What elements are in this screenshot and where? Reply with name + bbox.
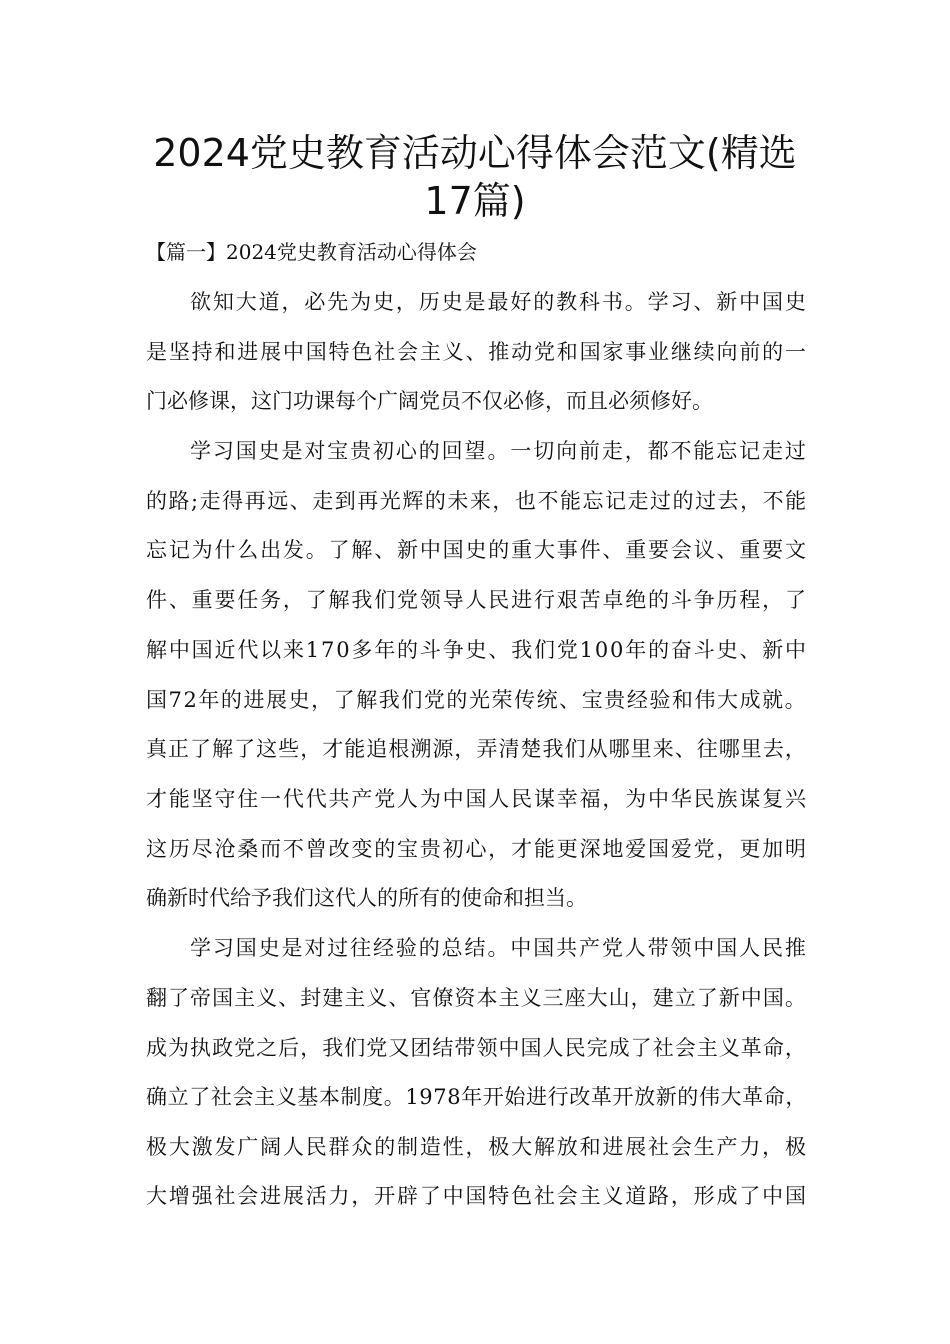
document-title-line-2: 17篇) [424,179,526,223]
paragraph-3-line-2: 翻了帝国主义、封建主义、官僚资本主义三座大山，建立了新中国。 [146,986,807,1010]
paragraph-3-line-3: 成为执政党之后，我们党又团结带领中国人民完成了社会主义革命， [146,1036,807,1060]
paragraph-2-line-5: 解中国近代以来170多年的斗争史、我们党100年的奋斗史、新中 [146,638,808,662]
paragraph-3-line-6: 大增强社会进展活力，开辟了中国特色社会主义道路，形成了中国 [146,1184,808,1208]
paragraph-3-line-4: 确立了社会主义基本制度。1978年开始进行改革开放新的伟大革命， [146,1085,807,1109]
document-title-line-1: 2024党史教育活动心得体会范文(精选 [153,131,797,175]
section-heading: 【篇一】2024党史教育活动心得体会 [146,240,477,264]
paragraph-3-line-1: 学习国史是对过往经验的总结。中国共产党人带领中国人民推 [190,936,808,960]
paragraph-1-line-2: 是坚持和进展中国特色社会主义、推动党和国家事业继续向前的一 [146,340,808,364]
paragraph-2-line-6: 国72年的进展史，了解我们党的光荣传统、宝贵经验和伟大成就。 [146,688,808,712]
paragraph-2-line-1: 学习国史是对宝贵初心的回望。一切向前走，都不能忘记走过 [190,439,808,463]
paragraph-2-line-2: 的路;走得再远、走到再光辉的未来，也不能忘记走过的过去，不能 [146,489,808,513]
paragraph-2-line-8: 才能坚守住一代代共产党人为中国人民谋幸福，为中华民族谋复兴 [146,787,808,811]
paragraph-2-line-3: 忘记为什么出发。了解、新中国史的重大事件、重要会议、重要文 [146,538,808,562]
paragraph-2-line-7: 真正了解了这些，才能追根溯源，弄清楚我们从哪里来、往哪里去， [146,737,807,761]
paragraph-2-line-4: 件、重要任务，了解我们党领导人民进行艰苦卓绝的斗争历程，了 [146,588,808,612]
paragraph-2-line-10: 确新时代给予我们这代人的所有的使命和担当。 [146,886,587,910]
paragraph-3-line-5: 极大激发广阔人民群众的制造性，极大解放和进展社会生产力，极 [146,1135,808,1159]
paragraph-2-line-9: 这历尽沧桑而不曾改变的宝贵初心，才能更深地爱国爱党，更加明 [146,837,808,861]
paragraph-1-line-1: 欲知大道，必先为史，历史是最好的教科书。学习、新中国史 [190,290,808,314]
paragraph-1-line-3: 门必修课，这门功课每个广阔党员不仅必修，而且必须修好。 [146,389,713,413]
